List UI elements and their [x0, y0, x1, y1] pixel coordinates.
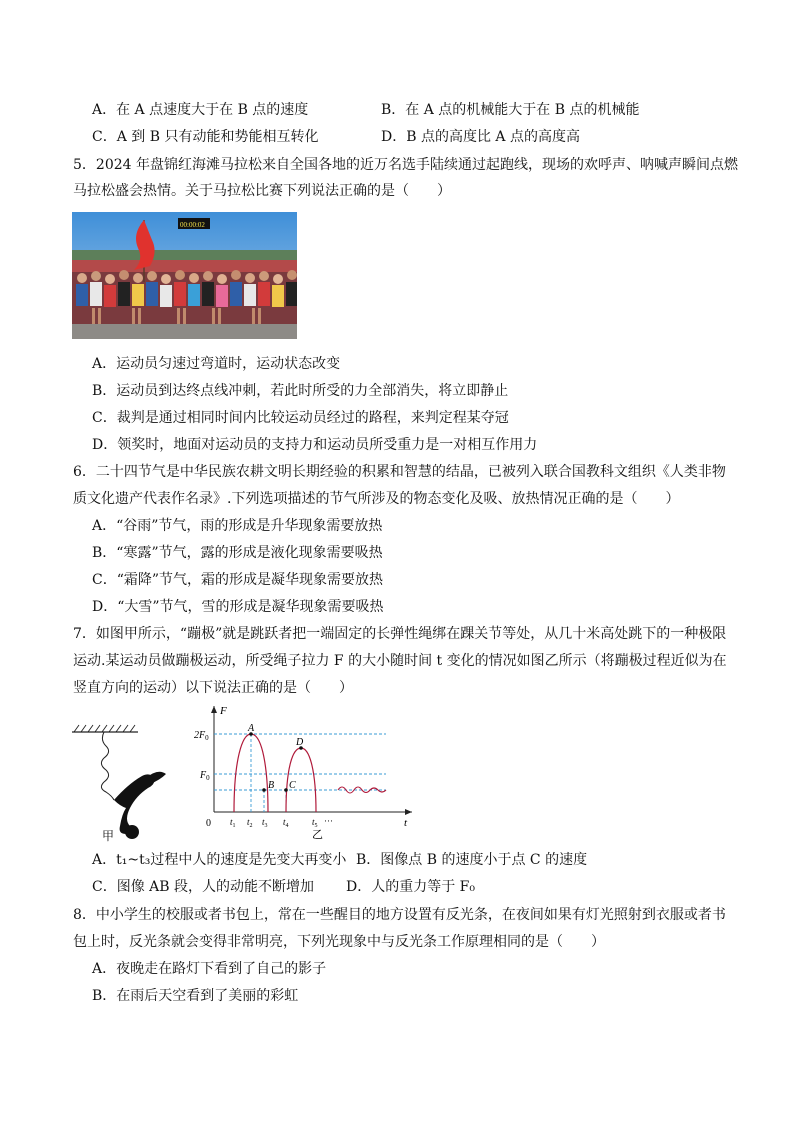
ceiling-hatch	[74, 725, 135, 732]
q7-stem-line1: 7．如图甲所示，“蹦极”就是跳跃者把一端固定的长弹性绳绑在踝关节等处，从几十米高处跳下的一种极限	[73, 626, 727, 642]
q7-option-b: B．图像点 B 的速度小于点 C 的速度	[356, 852, 588, 868]
point-b-label: B	[268, 780, 275, 791]
q6-option-c: C．“霜降”节气，霜的形成是凝华现象需要放热	[92, 572, 384, 588]
point-a-label: A	[248, 723, 255, 734]
point-d-label: D	[296, 737, 304, 748]
q8-option-b: B．在雨后天空看到了美丽的彩虹	[92, 988, 299, 1004]
tick-t3: $t_3$	[262, 817, 268, 829]
marathon-photo	[72, 212, 297, 339]
q4-option-d: D．B 点的高度比 A 点的高度高	[381, 129, 580, 145]
point-c-dot	[284, 788, 288, 792]
figure-yi-force-time-graph	[190, 700, 420, 840]
tick-ellipsis: ···	[324, 816, 333, 826]
q7-stem-line2: 运动.某运动员做蹦极运动，所受绳子拉力 F 的大小随时间 t 变化的情况如图乙所示（将蹦极过程近似为在	[73, 653, 727, 669]
q8-stem-line2: 包上时，反光条就会变得非常明亮，下列光现象中与反光条工作原理相同的是（ ）	[73, 934, 605, 950]
q6-option-a: A．“谷雨”节气，雨的形成是升华现象需要放热	[92, 518, 383, 534]
figure-yi-label: 乙	[312, 829, 323, 840]
q5-stem-line2: 马拉松盛会热情。关于马拉松比赛下列说法正确的是（ ）	[73, 183, 451, 199]
q6-stem-line2: 质文化遗产代表作名录》.下列选项描述的节气所涉及的物态变化及吸、放热情况正确的是（ ）	[73, 491, 680, 507]
elastic-rope	[101, 732, 114, 800]
q4-option-c: C．A 到 B 只有动能和势能相互转化	[92, 129, 319, 145]
t-axis-label: t	[404, 817, 408, 829]
q7-option-c: C．图像 AB 段，人的动能不断增加	[92, 879, 315, 895]
q8-option-a: A．夜晚走在路灯下看到了自己的影子	[92, 961, 327, 977]
tick-t5: $t_5$	[312, 817, 318, 829]
photo-clock-text: 00:00:02	[180, 221, 205, 229]
figure-jia-bungee	[70, 722, 180, 847]
f-axis-label: F	[220, 705, 227, 717]
label-2f0: $2F_0$	[194, 730, 209, 742]
q4-option-b: B．在 A 点的机械能大于在 B 点的机械能	[381, 102, 640, 118]
q5-option-c: C．裁判是通过相同时间内比较运动员经过的路程，来判定程某夺冠	[92, 410, 509, 426]
figure-jia-label: 甲	[102, 829, 115, 843]
tick-t2: $t_2$	[247, 817, 253, 829]
marathon-photo-illustration	[72, 212, 297, 339]
q6-stem-line1: 6．二十四节气是中华民族农耕文明长期经验的积累和智慧的结晶，已被列入联合国教科文组织《人类非物	[73, 464, 726, 480]
q5-option-b: B．运动员到达终点线冲刺，若此时所受的力全部消失，将立即静止	[92, 383, 509, 399]
q7-stem-line3: 竖直方向的运动）以下说法正确的是（ ）	[73, 680, 353, 696]
point-b-dot	[262, 788, 266, 792]
q5-option-a: A．运动员匀速过弯道时，运动状态改变	[92, 356, 341, 372]
q8-stem-line1: 8．中小学生的校服或者书包上，常在一些醒目的地方设置有反光条，在夜间如果有灯光照射到衣服或者书	[73, 907, 726, 923]
point-c-label: C	[289, 780, 296, 791]
q7-option-a: A．t₁~t₃过程中人的速度是先变大再变小	[92, 852, 347, 868]
q7-option-d: D．人的重力等于 F₀	[346, 879, 476, 895]
jumper-silhouette	[114, 772, 166, 839]
q4-option-a: A．在 A 点速度大于在 B 点的速度	[92, 102, 309, 118]
label-f0: $F_0$	[200, 770, 210, 782]
origin-label: 0	[206, 818, 211, 829]
q6-option-d: D．“大雪”节气，雪的形成是凝华现象需要吸热	[92, 599, 384, 615]
q6-option-b: B．“寒露”节气，露的形成是液化现象需要吸热	[92, 545, 383, 561]
q5-stem-line1: 5．2024 年盘锦红海滩马拉松来自全国各地的近万名选手陆续通过起跑线，现场的欢呼声、呐喊声瞬间点燃	[73, 157, 738, 173]
q5-option-d: D．领奖时，地面对运动员的支持力和运动员所受重力是一对相互作用力	[92, 437, 538, 453]
tick-t4: $t_4$	[283, 817, 289, 829]
t-axis-arrow	[405, 809, 412, 815]
f-axis-arrow	[211, 706, 217, 713]
tick-t1: $t_1$	[230, 817, 236, 829]
